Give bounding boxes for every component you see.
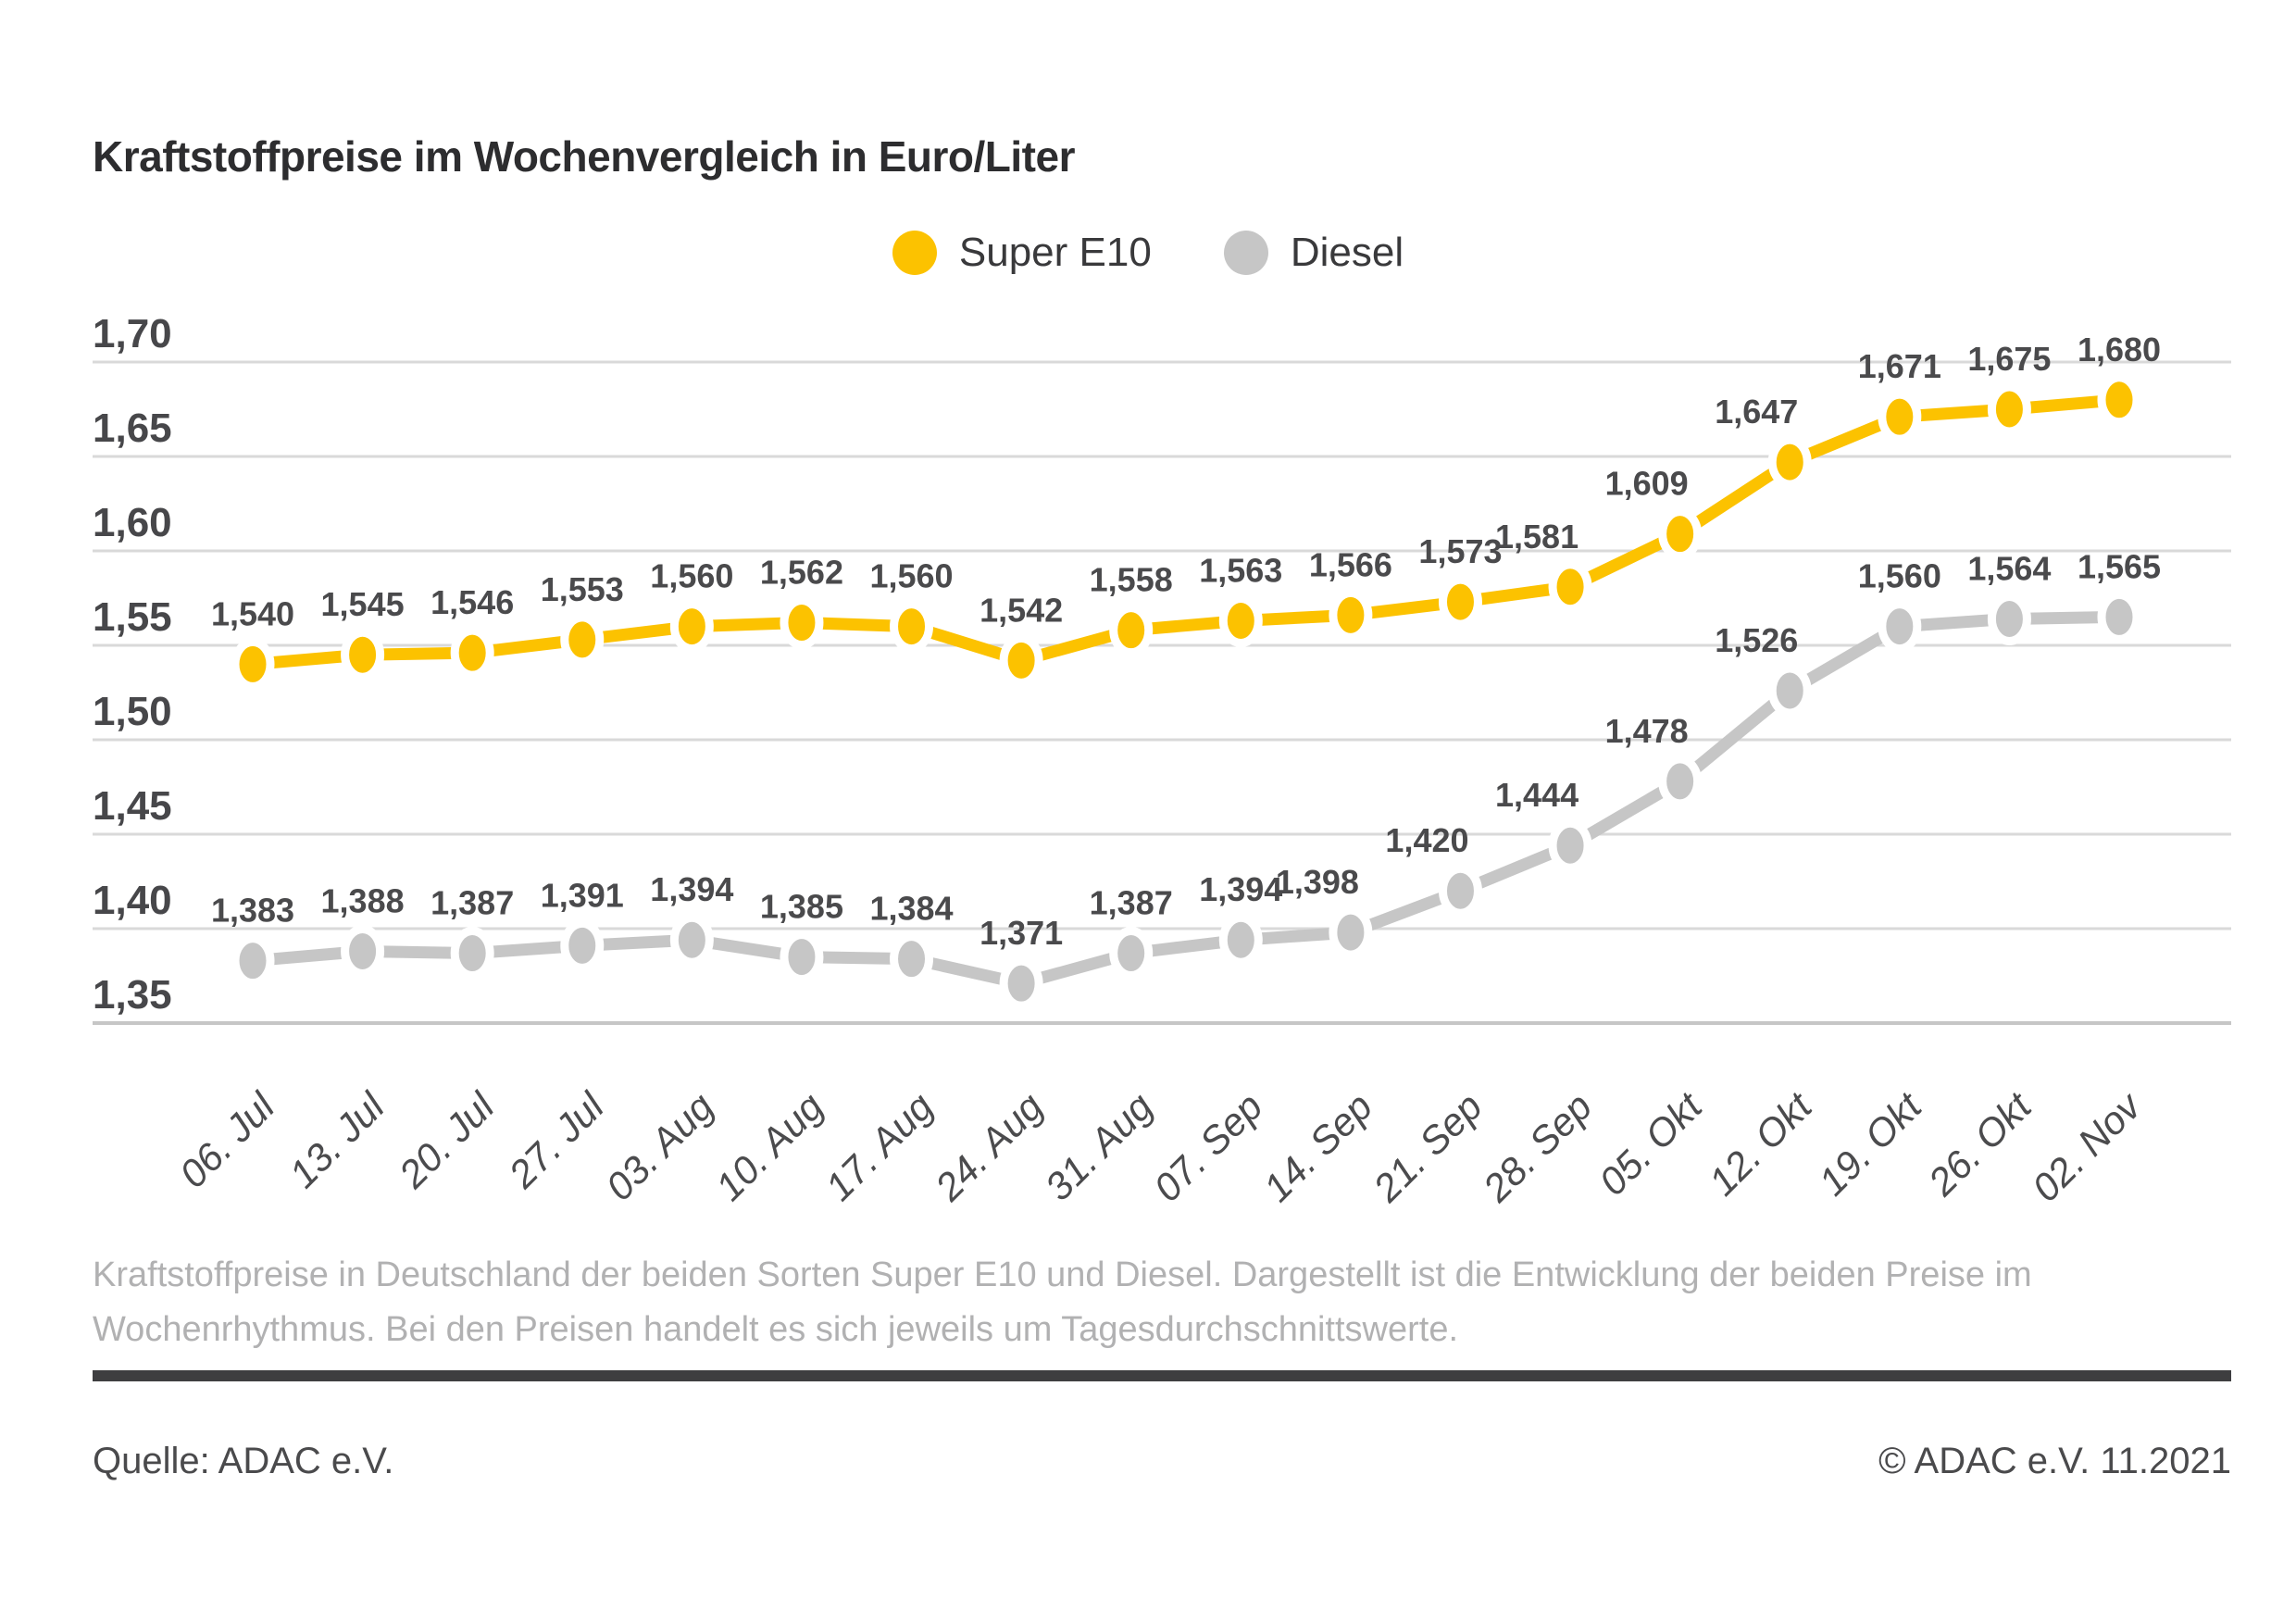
data-point-label: 1,420 <box>1385 821 1469 860</box>
data-point-label: 1,387 <box>1089 883 1173 922</box>
data-point <box>1882 394 1917 439</box>
data-point-label: 1,542 <box>980 591 1064 630</box>
series-line-super-e10 <box>253 400 2119 665</box>
data-point-label: 1,573 <box>1418 532 1503 571</box>
x-tick-label: 05. Okt <box>1591 1084 1711 1205</box>
data-point <box>1114 608 1149 653</box>
data-point-label: 1,545 <box>320 585 405 624</box>
data-point <box>1223 598 1258 643</box>
data-point <box>235 642 270 686</box>
data-point-label: 1,560 <box>869 556 954 595</box>
x-tick-label: 27. Jul <box>500 1084 613 1196</box>
legend-label-super-e10: Super E10 <box>958 230 1152 275</box>
data-point <box>1004 638 1039 682</box>
data-point <box>2102 378 2137 422</box>
data-point <box>1442 580 1478 624</box>
data-point <box>1772 668 1807 713</box>
y-tick-label: 1,40 <box>93 878 172 923</box>
data-point <box>2102 594 2137 639</box>
x-tick-label: 19. Okt <box>1810 1084 1930 1205</box>
x-tick-label: 20. Jul <box>390 1084 503 1196</box>
data-point <box>1114 931 1149 976</box>
divider-rule <box>93 1370 2231 1381</box>
data-point <box>235 939 270 983</box>
data-point <box>1223 918 1258 962</box>
data-point <box>784 935 819 980</box>
data-point <box>674 605 709 649</box>
data-point <box>455 931 490 976</box>
x-tick-label: 26. Okt <box>1919 1084 2040 1205</box>
data-point <box>1004 961 1039 1005</box>
y-tick-label: 1,50 <box>93 689 172 734</box>
data-point-label: 1,609 <box>1604 464 1689 503</box>
data-point <box>565 618 600 662</box>
data-point-label: 1,671 <box>1857 347 1941 386</box>
data-point <box>1333 910 1368 955</box>
data-point <box>1663 759 1698 804</box>
data-point-label: 1,383 <box>210 891 295 930</box>
data-point-label: 1,394 <box>650 870 734 909</box>
data-point-label: 1,388 <box>320 881 405 920</box>
x-tick-label: 07. Sep <box>1145 1084 1271 1210</box>
x-tick-label: 06. Jul <box>170 1084 283 1196</box>
data-point-label: 1,546 <box>430 583 515 622</box>
copyright-text: © ADAC e.V. 11.2021 <box>1878 1441 2231 1481</box>
data-point-label: 1,565 <box>2077 547 2162 586</box>
x-tick-label: 13. Jul <box>281 1084 393 1196</box>
y-tick-label: 1,65 <box>93 406 172 451</box>
data-point <box>784 601 819 645</box>
y-tick-label: 1,60 <box>93 500 172 545</box>
data-point-label: 1,398 <box>1275 863 1359 902</box>
x-tick-label: 28. Sep <box>1474 1084 1601 1210</box>
chart-description <box>93 1248 2231 1357</box>
data-point-label: 1,387 <box>430 883 515 922</box>
data-point-label: 1,444 <box>1495 776 1579 815</box>
data-point <box>345 632 381 677</box>
data-point-label: 1,566 <box>1308 545 1392 584</box>
chart-description-line1: Kraftstoffpreise in Deutschland der beiden Sorten Super E10 und Diesel. Dargestellt ist die Entwicklung der beiden Preise im <box>93 1255 2032 1294</box>
data-point <box>1442 868 1478 913</box>
data-point-label: 1,564 <box>1967 549 2052 588</box>
data-point-label: 1,540 <box>210 594 295 633</box>
data-point <box>345 929 381 973</box>
data-point-label: 1,647 <box>1715 393 1799 431</box>
data-point <box>674 918 709 962</box>
y-tick-label: 1,45 <box>93 783 172 829</box>
data-point <box>1553 565 1588 609</box>
data-point-label: 1,563 <box>1199 551 1283 590</box>
data-point-label: 1,558 <box>1089 560 1173 599</box>
footer <box>93 1441 2231 1482</box>
legend-label-diesel: Diesel <box>1290 230 1404 275</box>
y-tick-label: 1,55 <box>93 594 172 640</box>
data-point-label: 1,526 <box>1715 620 1799 659</box>
data-point-label: 1,371 <box>980 914 1064 953</box>
data-point-label: 1,675 <box>1967 340 2052 378</box>
data-point-label: 1,394 <box>1199 870 1283 909</box>
data-point-label: 1,391 <box>540 876 624 915</box>
x-tick-label: 21. Sep <box>1365 1084 1491 1210</box>
data-point-label: 1,680 <box>2077 330 2162 368</box>
x-tick-label: 31. Aug <box>1036 1084 1162 1209</box>
data-point <box>1882 605 1917 649</box>
data-point-label: 1,562 <box>759 553 843 592</box>
x-tick-label: 03. Aug <box>597 1084 722 1209</box>
data-point-label: 1,478 <box>1604 711 1689 750</box>
x-tick-label: 17. Aug <box>817 1084 942 1209</box>
x-tick-label: 12. Okt <box>1700 1084 1820 1205</box>
data-point-label: 1,560 <box>650 556 734 595</box>
x-tick-label: 02. Nov <box>2023 1084 2150 1210</box>
y-tick-label: 1,35 <box>93 972 172 1018</box>
data-point <box>1991 387 2027 431</box>
page-title: Kraftstoffpreise im Wochenvergleich in Euro/Liter <box>93 132 1075 181</box>
x-tick-label: 14. Sep <box>1254 1084 1381 1210</box>
data-point-label: 1,581 <box>1495 517 1579 556</box>
x-tick-label: 10. Aug <box>706 1084 832 1209</box>
y-tick-label: 1,70 <box>93 311 172 356</box>
data-point-label: 1,385 <box>759 887 843 926</box>
data-point <box>1991 596 2027 641</box>
data-point <box>565 923 600 968</box>
data-point <box>894 605 930 649</box>
data-point <box>1333 593 1368 637</box>
data-point <box>1663 512 1698 556</box>
source-text: Quelle: ADAC e.V. <box>93 1441 394 1481</box>
data-point-label: 1,560 <box>1857 556 1941 595</box>
data-point-label: 1,384 <box>869 889 954 928</box>
data-point <box>894 937 930 981</box>
x-tick-label: 24. Aug <box>926 1084 1052 1209</box>
data-point-label: 1,553 <box>540 569 624 608</box>
chart-description-line2: Wochenrhythmus. Bei den Preisen handelt es sich jeweils um Tagesdurchschnittswerte. <box>93 1310 1459 1349</box>
data-point <box>1553 823 1588 868</box>
data-point <box>455 631 490 675</box>
data-point <box>1772 440 1807 484</box>
